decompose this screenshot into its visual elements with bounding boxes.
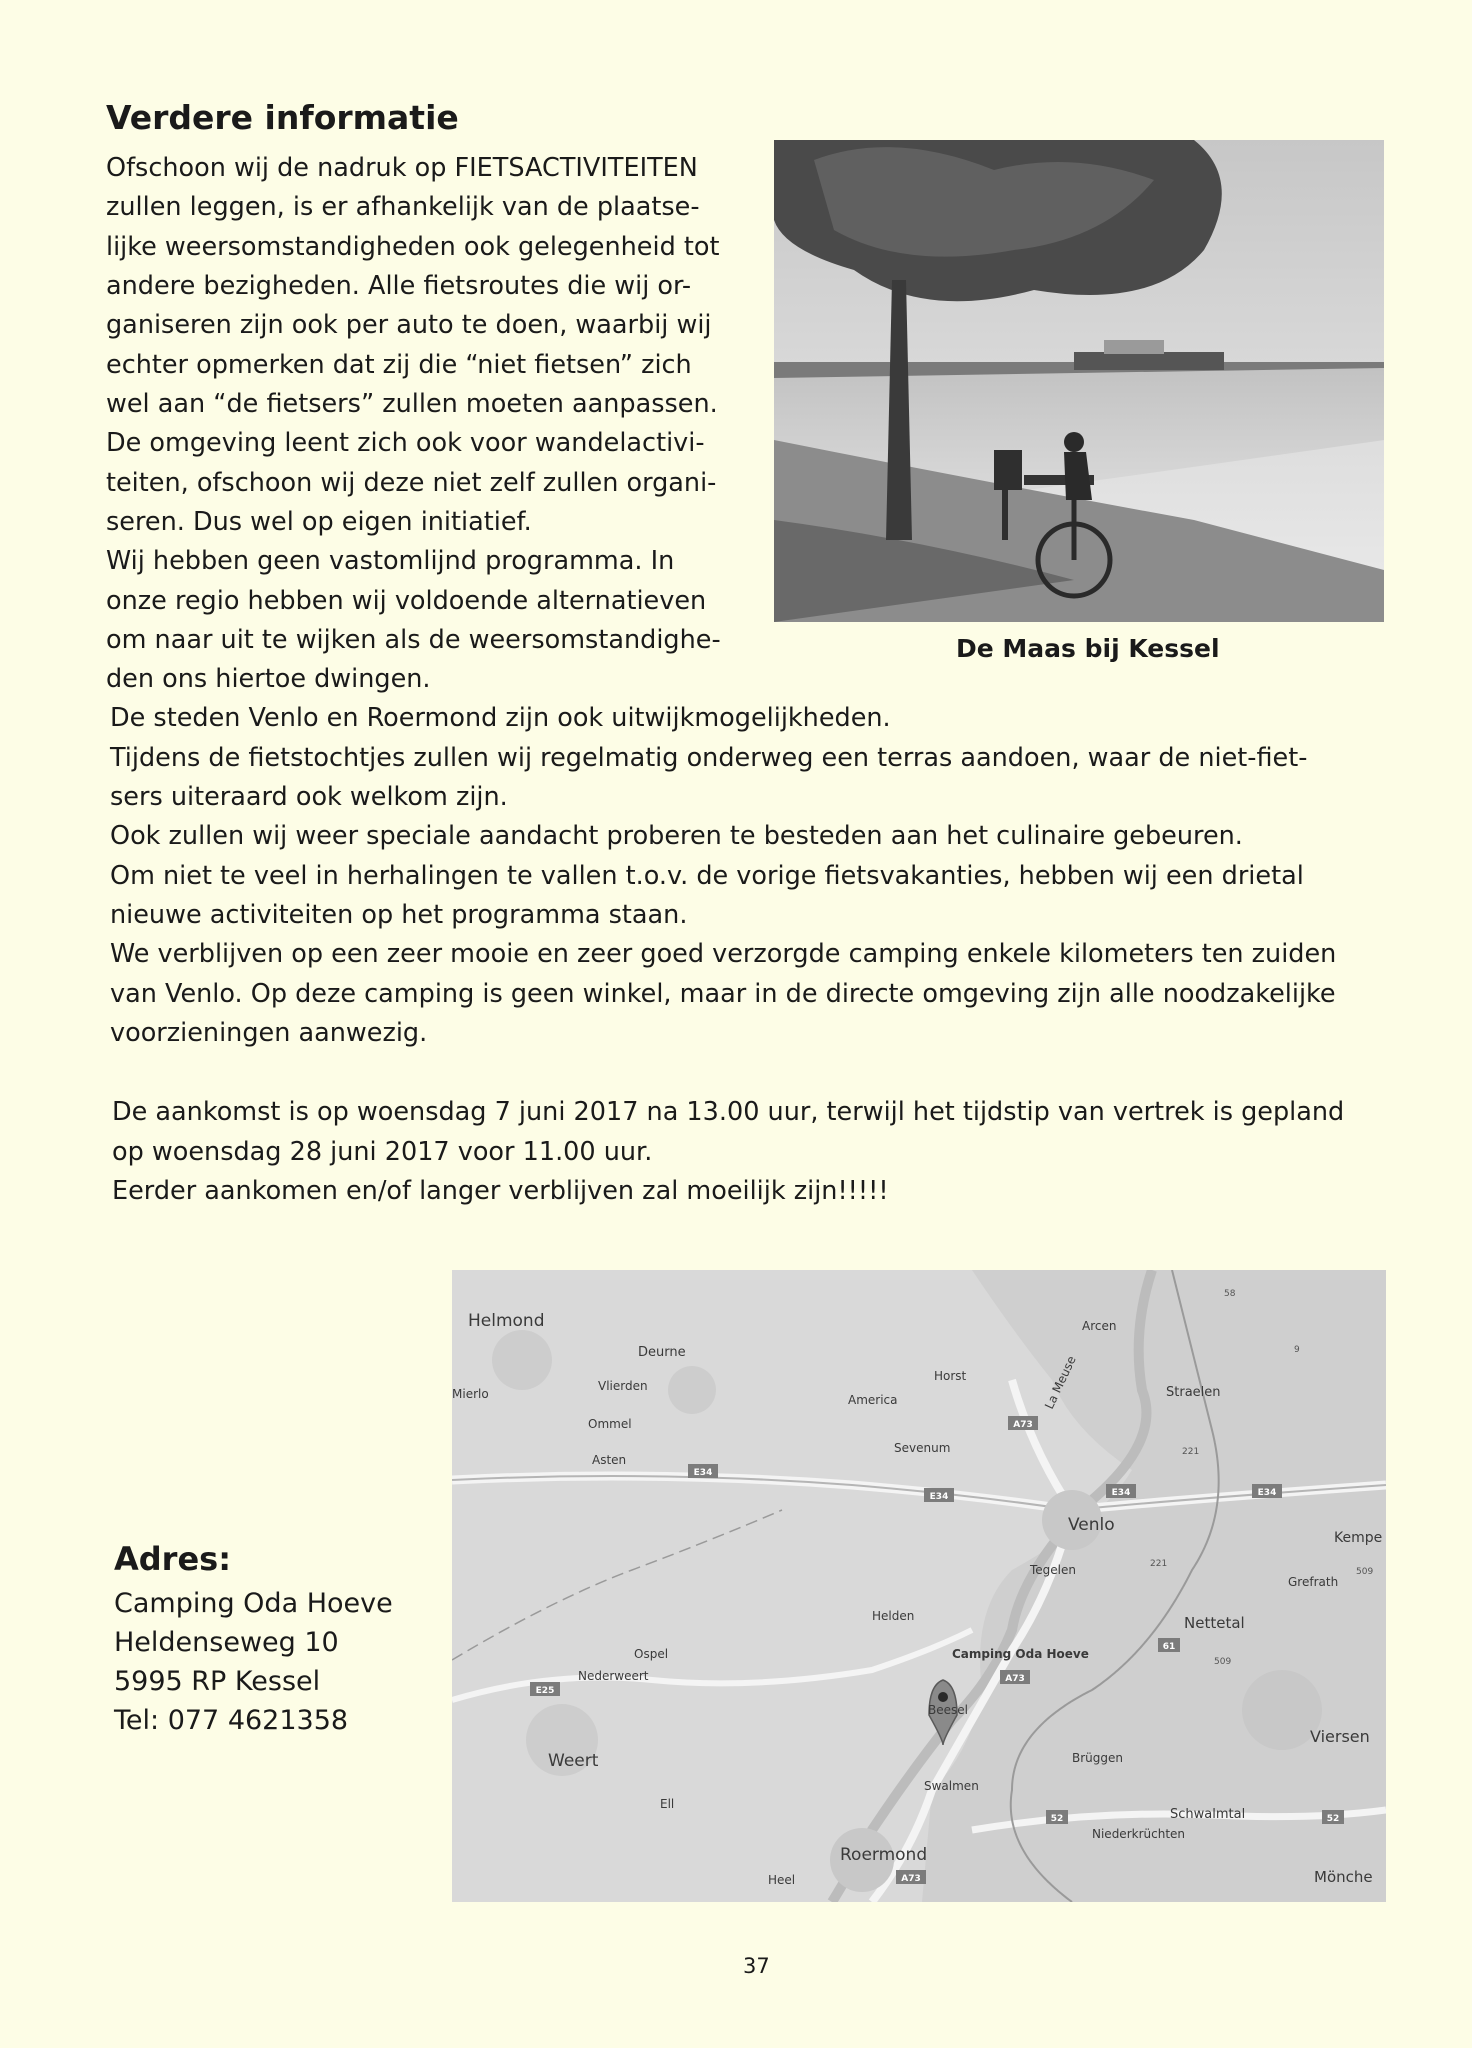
photo-caption: De Maas bij Kessel [956, 634, 1220, 663]
text-line: seren. Dus wel op eigen initiatief. [106, 507, 532, 537]
text-line: van Venlo. Op deze camping is geen winkel, maar in de directe omgeving zijn alle noodzakelijke [110, 979, 1336, 1009]
address-line: 5995 RP Kessel [114, 1666, 321, 1697]
text-line: Wij hebben geen vastomlijnd programma. In [106, 546, 675, 576]
map-label-straelen: Straelen [1166, 1385, 1221, 1400]
location-map [452, 1270, 1386, 1902]
road-shield-e34: E34 [1257, 1488, 1277, 1498]
map-label-beesel: Beesel [928, 1703, 968, 1717]
text-line: teiten, ofschoon wij deze niet zelf zullen organi- [106, 468, 717, 498]
map-label-ell: Ell [660, 1797, 675, 1811]
road-label-221: 221 [1150, 1559, 1168, 1569]
road-shield-a73: A73 [1005, 1674, 1025, 1684]
text-line: zullen leggen, is er afhankelijk van de plaatse- [106, 192, 700, 222]
text-line: op woensdag 28 juni 2017 voor 11.00 uur. [112, 1137, 653, 1167]
address-block [114, 1584, 393, 1740]
text-line: Om niet te veel in herhalingen te vallen t.o.v. de vorige fietsvakanties, hebben wij een drietal [110, 861, 1304, 891]
road-shield-e34: E34 [693, 1468, 713, 1478]
text-line: Ofschoon wij de nadruk op FIETSACTIVITEITEN [106, 153, 698, 183]
section-heading: Verdere informatie [106, 98, 459, 137]
map-label-bruggen: Brüggen [1072, 1751, 1123, 1765]
text-line: Tijdens de fietstochtjes zullen wij regelmatig onderweg een terras aandoen, waar de niet-fiet- [110, 743, 1308, 773]
map-label-schwalmtal: Schwalmtal [1170, 1807, 1246, 1822]
map-label-monchen: Mönche [1314, 1868, 1373, 1886]
road-label-509: 509 [1214, 1657, 1232, 1667]
text-line: We verblijven op een zeer mooie en zeer goed verzorgde camping enkele kilometers ten zuiden [110, 939, 1337, 969]
text-line: echter opmerken dat zij die “niet fietsen” zich [106, 350, 692, 380]
map-label-la-meuse: La Meuse [1042, 1353, 1079, 1412]
text-line: den ons hiertoe dwingen. [106, 664, 431, 694]
map-label-asten: Asten [592, 1453, 627, 1467]
road-label-509: 509 [1356, 1567, 1374, 1577]
text-line: wel aan “de fietsers” zullen moeten aanpassen. [106, 389, 718, 419]
map-label-heel: Heel [768, 1873, 796, 1887]
map-label-camping: Camping Oda Hoeve [952, 1647, 1089, 1661]
road-shield-52: 52 [1050, 1814, 1064, 1824]
road-shield-e34: E34 [1111, 1488, 1131, 1498]
address-line: Tel: 077 4621358 [114, 1705, 349, 1736]
map-canvas [452, 1270, 1386, 1902]
map-label-vlierden: Vlierden [598, 1379, 648, 1393]
map-label-tegelen: Tegelen [1030, 1563, 1076, 1577]
map-label-roermond: Roermond [840, 1845, 928, 1865]
river-photo [774, 140, 1384, 622]
text-line: Ook zullen wij weer speciale aandacht proberen te besteden aan het culinaire gebeuren. [110, 821, 1243, 851]
address-title: Adres: [114, 1540, 231, 1578]
road-shield-52: 52 [1326, 1814, 1340, 1824]
address-line: Heldenseweg 10 [114, 1627, 339, 1658]
text-line: voorzieningen aanwezig. [110, 1018, 428, 1048]
address-line: Camping Oda Hoeve [114, 1588, 393, 1619]
road-label-58: 58 [1224, 1289, 1236, 1299]
map-label-swalmen: Swalmen [924, 1779, 979, 1793]
map-label-nederweert: Nederweert [578, 1669, 649, 1683]
map-label-mierlo: Mierlo [452, 1387, 489, 1401]
text-line: De steden Venlo en Roermond zijn ook uitwijkmogelijkheden. [110, 703, 891, 733]
road-shield-e25: E25 [535, 1686, 555, 1696]
map-label-viersen: Viersen [1310, 1727, 1370, 1746]
map-label-america: America [848, 1393, 898, 1407]
map-label-grefrath: Grefrath [1288, 1575, 1339, 1589]
text-line: lijke weersomstandigheden ook gelegenheid tot [106, 232, 720, 262]
page-number: 37 [743, 1954, 770, 1978]
road-shield-e34: E34 [929, 1492, 949, 1502]
road-shield-a73: A73 [901, 1874, 921, 1884]
text-line: Eerder aankomen en/of langer verblijven zal moeilijk zijn!!!!! [112, 1176, 889, 1206]
map-label-arcen: Arcen [1082, 1319, 1117, 1333]
text-line: nieuwe activiteiten op het programma staan. [110, 900, 688, 930]
map-label-helden: Helden [872, 1609, 915, 1623]
road-shield-61: 61 [1162, 1642, 1176, 1652]
text-line: onze regio hebben wij voldoende alternatieven [106, 586, 707, 616]
map-label-nettetal: Nettetal [1184, 1614, 1245, 1632]
map-label-weert: Weert [548, 1751, 599, 1771]
road-label-9: 9 [1294, 1345, 1300, 1355]
map-label-kempen: Kempe [1334, 1530, 1383, 1546]
map-label-sevenum: Sevenum [894, 1441, 951, 1455]
map-label-niederkruchten: Niederkrüchten [1092, 1827, 1186, 1841]
text-line: om naar uit te wijken als de weersomstandighe- [106, 625, 721, 655]
map-label-ospel: Ospel [634, 1647, 669, 1661]
text-line: sers uiteraard ook welkom zijn. [110, 782, 508, 812]
map-label-horst: Horst [934, 1369, 967, 1383]
map-label-deurne: Deurne [638, 1345, 686, 1360]
text-line: De omgeving leent zich ook voor wandelactivi- [106, 428, 705, 458]
text-line: ganiseren zijn ook per auto te doen, waarbij wij [106, 310, 712, 340]
map-label-helmond: Helmond [468, 1311, 545, 1331]
road-shield-a73: A73 [1013, 1420, 1033, 1430]
text-line: De aankomst is op woensdag 7 juni 2017 na 13.00 uur, terwijl het tijdstip van vertrek is gepland [112, 1097, 1345, 1127]
map-label-venlo: Venlo [1068, 1515, 1115, 1535]
river-photo-image [774, 140, 1384, 622]
text-line: andere bezigheden. Alle fietsroutes die wij or- [106, 271, 692, 301]
road-label-221: 221 [1182, 1447, 1200, 1457]
map-label-ommel: Ommel [588, 1417, 632, 1431]
